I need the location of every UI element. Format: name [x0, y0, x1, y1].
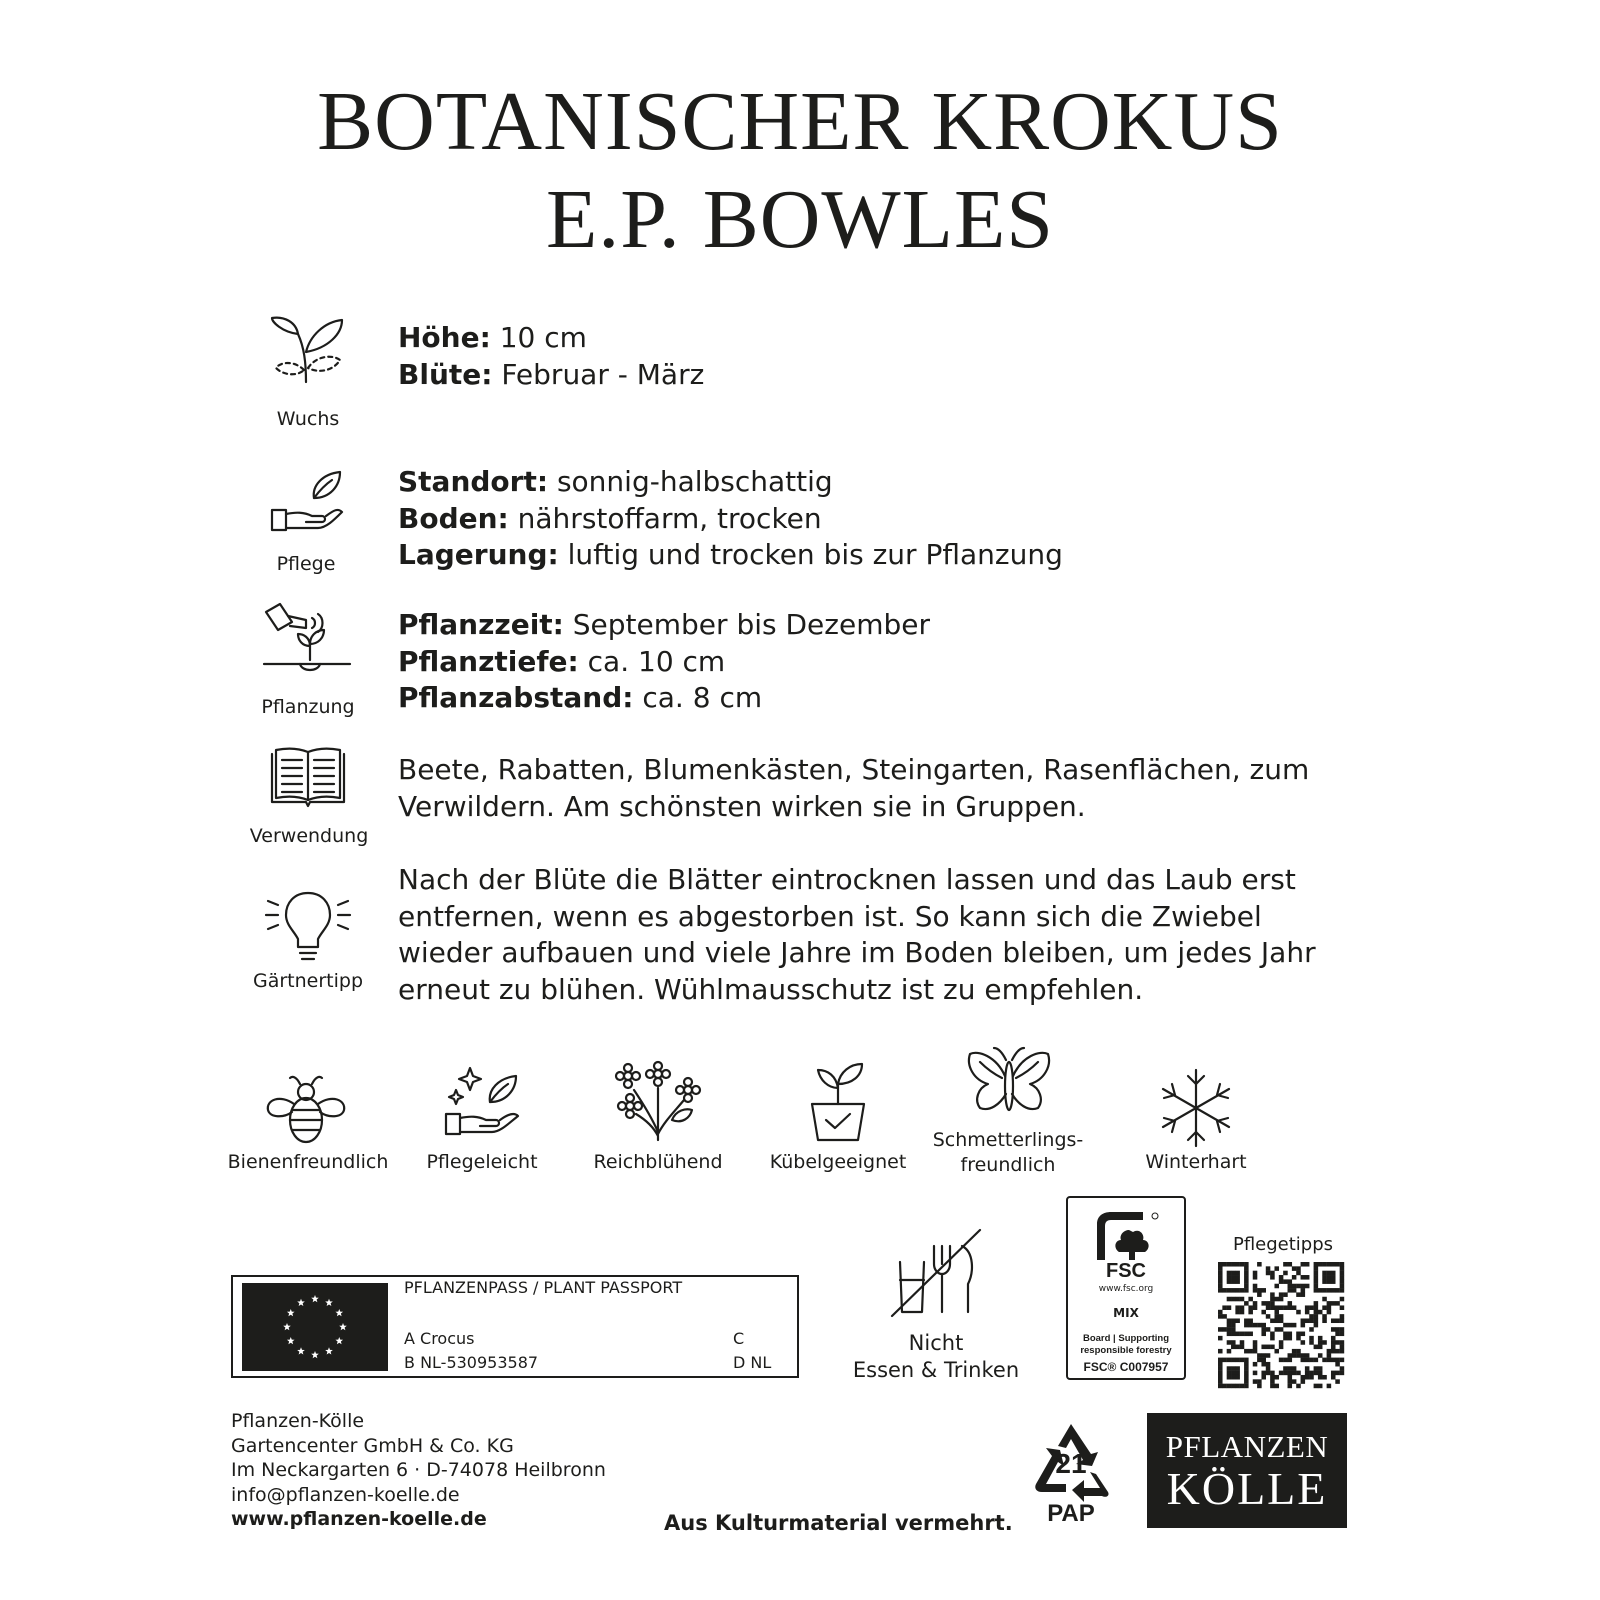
- no-eating-drinking-icon: [888, 1228, 984, 1322]
- planting-distance-line: Pflanzabstand: ca. 8 cm: [398, 681, 763, 714]
- fsc-url: www.fsc.org: [1098, 1284, 1154, 1294]
- plant-growth-icon: [268, 312, 348, 396]
- qr-label: Pflegetipps: [1232, 1234, 1334, 1255]
- plant-passport-a: A Crocus: [404, 1329, 475, 1348]
- light-bulb-icon: [266, 885, 350, 969]
- location-line: Standort: sonnig-halbschattig: [398, 465, 833, 498]
- fsc-code: FSC® C007957: [1083, 1360, 1169, 1374]
- hand-leaf-icon: [268, 468, 348, 542]
- open-book-icon: [270, 748, 346, 814]
- company-email[interactable]: info@pflanzen-koelle.de: [231, 1483, 460, 1506]
- company-legal-name: Gartencenter GmbH & Co. KG: [231, 1434, 514, 1457]
- recycling-code: PAP: [1047, 1500, 1095, 1527]
- feature-label-reichbluehend: Reichblühend: [593, 1151, 723, 1173]
- page-title-line-1: BOTANISCHER KROKUS: [317, 75, 1283, 168]
- recycling-number: 21: [1055, 1448, 1087, 1479]
- fsc-name: FSC: [1106, 1260, 1146, 1282]
- growth-info: [398, 320, 704, 393]
- watering-can-icon: [262, 600, 352, 684]
- planting-time-line: Pflanzzeit: September bis Dezember: [398, 608, 930, 641]
- tip-info: [398, 862, 1316, 1008]
- plant-passport-b: B NL-530953587: [404, 1353, 539, 1372]
- tip-line-4: erneut zu blühen. Wühlmausschutz ist zu empfehlen.: [398, 972, 1144, 1006]
- height-line: Höhe: 10 cm: [398, 321, 587, 354]
- brand-logo: [1147, 1413, 1347, 1528]
- bee-icon: [264, 1072, 348, 1150]
- flowers-icon: [612, 1062, 704, 1148]
- planting-depth-line: Pflanztiefe: ca. 10 cm: [398, 644, 726, 678]
- company-website[interactable]: www.pflanzen-koelle.de: [231, 1508, 487, 1530]
- icon-label-wuchs: Wuchs: [276, 408, 340, 430]
- feature-label-schmetterlings-line1: Schmetterlings-: [932, 1129, 1084, 1151]
- company-street: Im Neckargarten 6 · D-74078 Heilbronn: [231, 1459, 606, 1481]
- plant-passport-d: D NL: [733, 1353, 772, 1372]
- company-address: [231, 1409, 606, 1532]
- plant-passport-c: C: [733, 1329, 745, 1348]
- sparkle-hand-leaf-icon: [442, 1064, 524, 1146]
- plant-passport-header: PFLANZENPASS / PLANT PASSPORT: [404, 1278, 683, 1297]
- feature-label-pflegeleicht: Pflegeleicht: [426, 1151, 538, 1173]
- fsc-claim-line-1: Board | Supporting: [1082, 1333, 1170, 1344]
- icon-label-pflege: Pflege: [276, 553, 336, 575]
- brand-logo-line-1: PFLANZEN: [1165, 1429, 1329, 1464]
- page-title-line-2: E.P. BOWLES: [545, 173, 1055, 266]
- eu-flag-icon: [242, 1283, 388, 1371]
- planting-info: [398, 607, 930, 717]
- fsc-mix: MIX: [1113, 1306, 1139, 1320]
- feature-label-bienenfreundlich: Bienenfreundlich: [227, 1151, 389, 1173]
- warning-line-1: Nicht: [908, 1331, 964, 1355]
- tip-line-1: Nach der Blüte die Blätter eintrocknen lassen und das Laub erst: [398, 863, 1296, 896]
- usage-info: [398, 752, 1309, 825]
- feature-label-schmetterlingsfreundlich: [908, 1128, 1108, 1178]
- pot-plant-check-icon: [806, 1060, 872, 1146]
- tip-line-2: entfernen, wenn es abgestorben ist. So kann sich die Zwiebel: [398, 899, 1262, 933]
- butterfly-icon: [966, 1046, 1052, 1122]
- icon-label-verwendung: Verwendung: [249, 825, 369, 847]
- no-eating-drinking-text: [846, 1330, 1026, 1384]
- icon-label-gaertnertipp: Gärtnertipp: [252, 970, 364, 992]
- icon-label-pflanzung: Pflanzung: [261, 696, 355, 718]
- feature-label-winterhart: Winterhart: [1145, 1151, 1247, 1173]
- feature-label-kuebelgeeignet: Kübelgeeignet: [769, 1151, 907, 1173]
- fsc-claim-line-2: responsible forestry: [1080, 1345, 1172, 1356]
- propagation-note: Aus Kulturmaterial vermehrt.: [664, 1511, 1013, 1535]
- usage-line-1: Beete, Rabatten, Blumenkästen, Steingarten, Rasenflächen, zum: [398, 753, 1310, 786]
- soil-line: Boden: nährstoffarm, trocken: [398, 501, 822, 535]
- fsc-tree-icon: [1093, 1210, 1163, 1266]
- company-name: Pflanzen-Kölle: [231, 1410, 365, 1432]
- warning-line-2: Essen & Trinken: [852, 1358, 1020, 1382]
- brand-logo-line-2: KÖLLE: [1166, 1463, 1328, 1514]
- feature-label-schmetterlings-line2: freundlich: [960, 1154, 1056, 1176]
- snowflake-icon: [1156, 1068, 1236, 1152]
- tip-line-3: wieder aufbauen und viele Jahre im Boden bleiben, um jedes Jahr: [398, 936, 1316, 969]
- usage-line-2: Verwildern. Am schönsten wirken sie in Gruppen.: [398, 789, 1086, 823]
- storage-line: Lagerung: luftig und trocken bis zur Pflanzung: [398, 538, 1063, 571]
- fsc-claim: [1066, 1333, 1186, 1357]
- qr-code-icon[interactable]: [1218, 1262, 1344, 1392]
- bloom-line: Blüte: Februar - März: [398, 357, 705, 391]
- care-info: [398, 464, 1063, 574]
